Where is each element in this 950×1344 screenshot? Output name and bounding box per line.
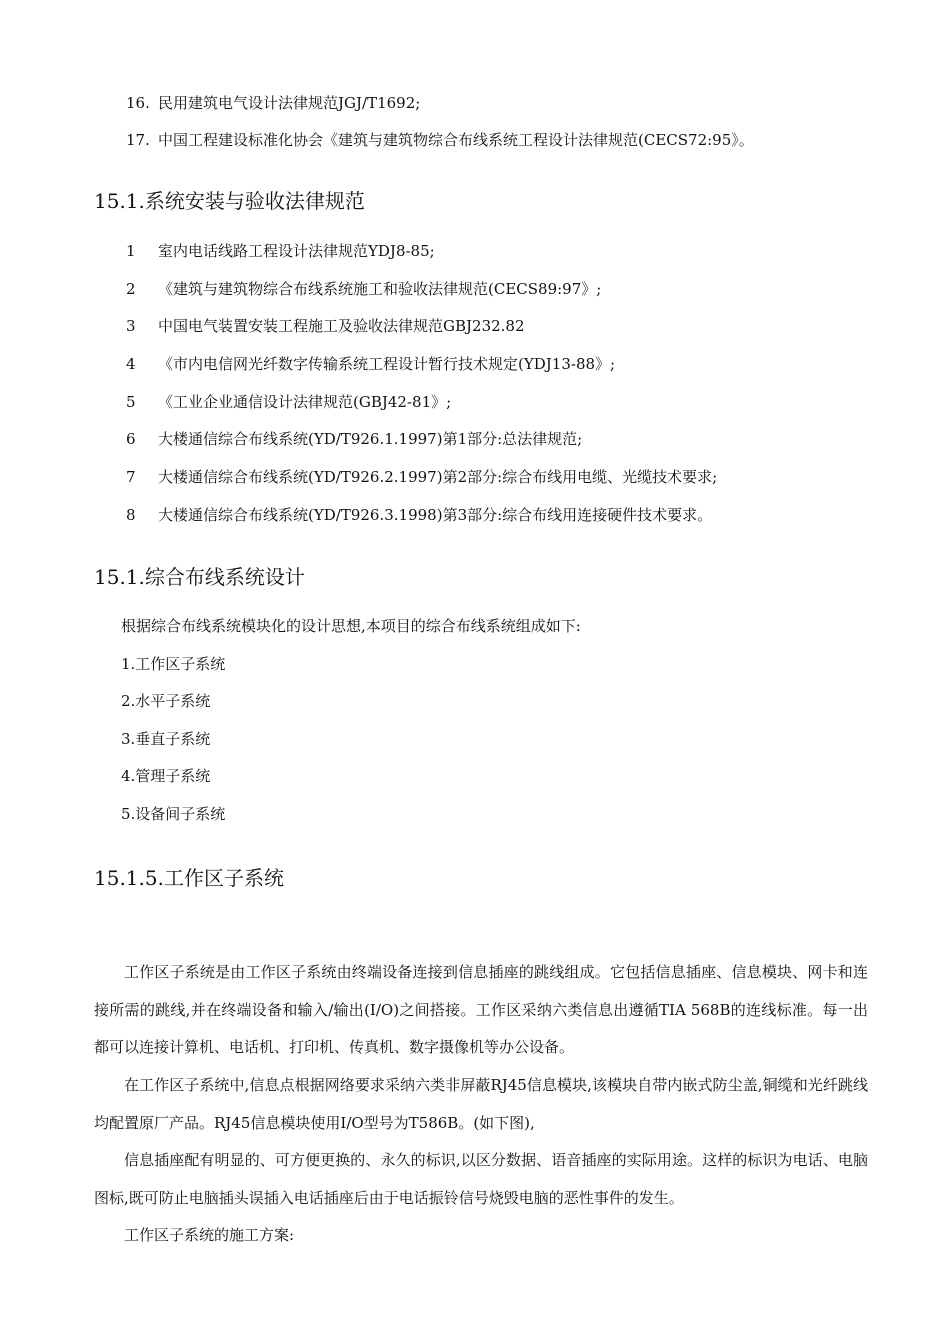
section-heading-design: 15.1.综合布线系统设计 [94, 565, 305, 589]
list-item [126, 430, 582, 448]
paragraph: 在工作区子系统中,信息点根据网络要求采纳六类非屏蔽RJ45信息模块,该模块自带内嵌式防尘盖,铜缆和光纤跳线均配置原厂产品。RJ45信息模块使用I/O型号为T586B。(如下图), [94, 1076, 868, 1132]
list-item-text: 大楼通信综合布线系统(YD/T926.2.1997)第2部分:综合布线用电缆、光缆技术要求; [158, 468, 718, 486]
list-item [126, 242, 435, 260]
list-item-text: 民用建筑电气设计法律规范JGJ/T1692; [158, 94, 421, 112]
paragraph: 工作区子系统的施工方案: [124, 1226, 295, 1244]
list-item [126, 393, 451, 411]
list-item: 4.管理子系统 [121, 767, 211, 785]
list-item-number: 16. [126, 94, 150, 112]
list-item: 1.工作区子系统 [121, 655, 226, 673]
list-item: 5.设备间子系统 [121, 805, 226, 823]
section-heading-work-area: 15.1.5.工作区子系统 [94, 866, 284, 890]
list-item-number: 3 [126, 317, 136, 335]
list-item-text: 中国电气装置安装工程施工及验收法律规范GBJ232.82 [158, 317, 525, 335]
list-item-text: 大楼通信综合布线系统(YD/T926.3.1998)第3部分:综合布线用连接硬件技术要求。 [158, 506, 713, 524]
list-item-text: 室内电话线路工程设计法律规范YDJ8-85; [158, 242, 435, 260]
list-item-text: 《建筑与建筑物综合布线系统施工和验收法律规范(CECS89:97》; [158, 280, 602, 298]
list-item-number: 4 [126, 355, 136, 373]
list-item [126, 317, 525, 335]
list-item-number: 5 [126, 393, 136, 411]
list-item-text: 大楼通信综合布线系统(YD/T926.1.1997)第1部分:总法律规范; [158, 430, 583, 448]
list-item-text: 《市内电信网光纤数字传输系统工程设计暂行技术规定(YDJ13-88》; [158, 355, 616, 373]
list-item-text: 中国工程建设标准化协会《建筑与建筑物综合布线系统工程设计法律规范(CECS72:95》。 [158, 131, 754, 149]
list-item [126, 131, 754, 149]
list-item-number: 17. [126, 131, 150, 149]
list-item-text: 《工业企业通信设计法律规范(GBJ42-81》; [158, 393, 452, 411]
list-item [126, 506, 712, 524]
list-item [126, 94, 420, 112]
intro-text: 根据综合布线系统模块化的设计思想,本项目的综合布线系统组成如下: [121, 617, 581, 635]
list-item-number: 2 [126, 280, 136, 298]
list-item [126, 355, 615, 373]
list-item [126, 280, 601, 298]
paragraph: 工作区子系统是由工作区子系统由终端设备连接到信息插座的跳线组成。它包括信息插座、信息模块、网卡和连接所需的跳线,并在终端设备和输入/输出(I/O)之间搭接。工作区采纳六类信息出遵循TIA 568B的连线标准。每一出都可以连接计算机、电话机、打印机、传真机、数字摄像机等办公设备。 [94, 963, 868, 1056]
list-item [126, 468, 717, 486]
list-item-number: 6 [126, 430, 136, 448]
list-item-number: 1 [126, 242, 136, 260]
list-item: 2.水平子系统 [121, 692, 211, 710]
list-item-number: 8 [126, 506, 136, 524]
paragraph: 信息插座配有明显的、可方便更换的、永久的标识,以区分数据、语音插座的实际用途。这样的标识为电话、电脑图标,既可防止电脑插头误插入电话插座后由于电话振铃信号烧毁电脑的恶性事件的发生。 [94, 1151, 868, 1207]
list-item-number: 7 [126, 468, 136, 486]
list-item: 3.垂直子系统 [121, 730, 211, 748]
section-heading-install: 15.1.系统安装与验收法律规范 [94, 189, 365, 213]
